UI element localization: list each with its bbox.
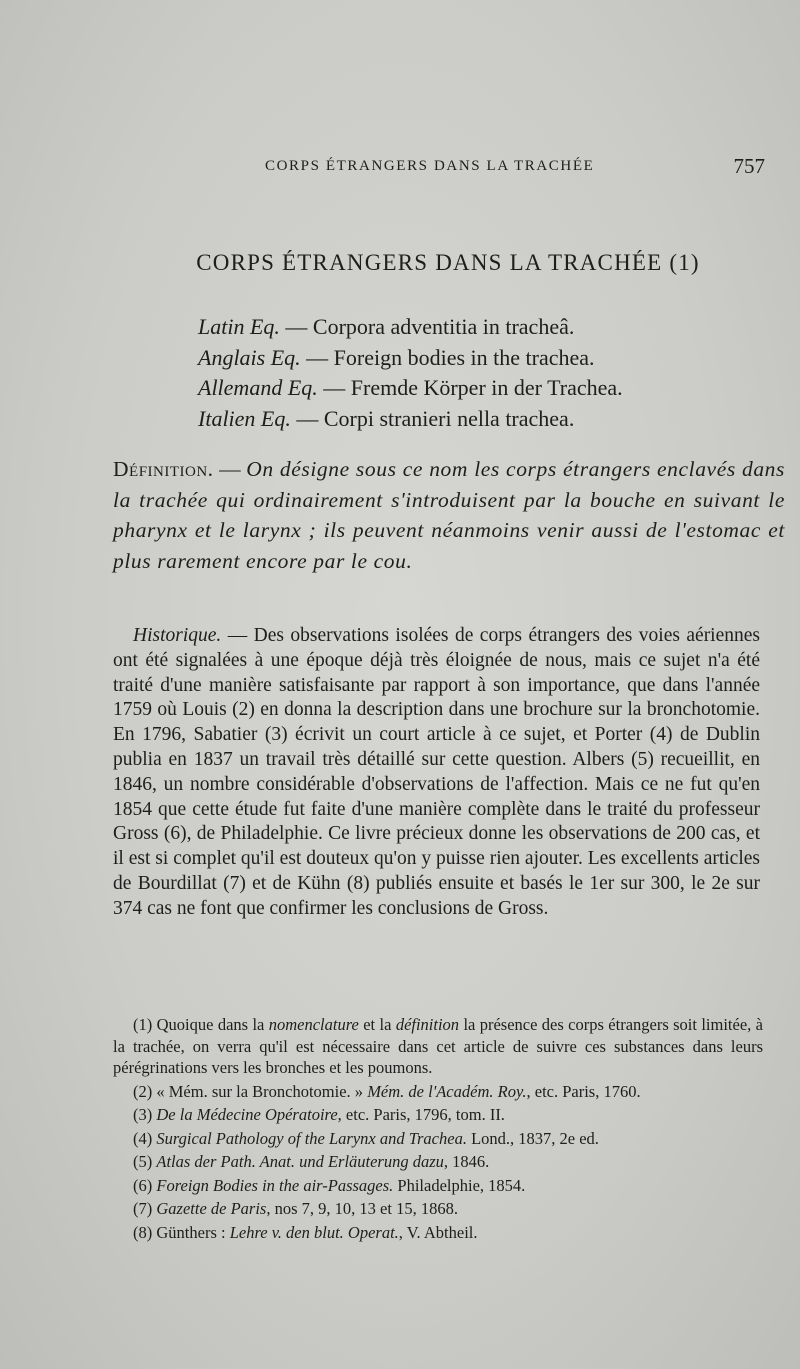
footnote-text: De la Médecine Opératoire <box>156 1105 338 1124</box>
footnote-text: , etc. Paris, 1796, tom. II. <box>337 1105 505 1124</box>
footnote <box>113 1175 763 1197</box>
footnote <box>113 1128 763 1150</box>
historique-text: — Des observations isolées de corps étrangers des voies aériennes ont été signalées à une époque déjà très éloignée de nous, mais ce sujet n'a été traité d'une manière satisfaisante par rapport à son importance, que dans l'année 1759 où Louis (2) en donna la description dans une brochure sur la bronchotomie. En 1796, Sabatier (3) écrivit un court article à ce sujet, et Porter (4) de Dublin publia en 1837 un travail très détaillé sur cette question. Albers (5) recueillit, en 1846, un nombre considérable d'observations de l'affection. Mais ce ne fut qu'en 1854 que cette étude fut faite d'une manière complète dans le traité du professeur Gross (6), de Philadelphie. Ce livre précieux donne les observations de 200 cas, et il est si complet qu'il est douteux qu'on y puisse rien ajouter. Les excellents articles de Bourdillat (7) et de Kühn (8) publiés ensuite et basés le 1er sur 300, le 2e sur 374 cas ne font que confirmer les conclusions de Gross. <box>113 625 760 919</box>
footnote-number: (4) <box>133 1128 153 1148</box>
footnote-text: Lond., 1837, 2e ed. <box>466 1128 599 1148</box>
equivalent-german: Allemand Eq. — Fremde Körper in der Trachea. <box>198 375 623 400</box>
footnote <box>113 1104 763 1126</box>
footnote <box>113 1014 763 1079</box>
footnote-number: (3) <box>133 1105 153 1124</box>
footnote-text: Günthers : <box>152 1222 230 1242</box>
footnote-number: (8) <box>133 1222 153 1242</box>
footnote <box>113 1151 763 1173</box>
footnote-text: , V. Abtheil. <box>398 1222 478 1242</box>
footnote-text: Mém. de l'Académ. Roy. <box>367 1081 527 1101</box>
footnote-text: « Mém. sur la Bronchotomie. » <box>152 1081 368 1101</box>
definition-paragraph <box>113 454 785 576</box>
footnote-text: et la <box>358 1015 396 1034</box>
equivalent-italian: Italien Eq. — Corpi stranieri nella trachea. <box>198 405 575 431</box>
footnote-text: , etc. Paris, 1760. <box>526 1081 641 1101</box>
running-head <box>115 154 765 186</box>
footnote-text: Quoique dans la <box>152 1015 269 1034</box>
footnote-text: , 1846. <box>443 1152 490 1171</box>
chapter-title: CORPS ÉTRANGERS DANS LA TRACHÉE (1) <box>196 250 700 275</box>
footnote-number: (7) <box>133 1199 153 1218</box>
page-number: 757 <box>733 154 765 178</box>
footnotes <box>113 1014 763 1245</box>
footnote-text: définition <box>395 1015 460 1034</box>
footnote-text: Philadelphie, 1854. <box>393 1175 526 1195</box>
running-head-title: CORPS ÉTRANGERS DANS LA TRACHÉE <box>265 158 595 174</box>
footnote-number: (5) <box>133 1152 153 1171</box>
definition-dash: — <box>213 457 247 481</box>
historique-paragraph <box>113 624 760 922</box>
footnote <box>113 1081 763 1103</box>
footnote-text: , nos 7, 9, 10, 13 et 15, 1868. <box>266 1199 458 1218</box>
footnote-text: Foreign Bodies in the air-Passages. <box>156 1175 394 1195</box>
footnote-text: Gazette de Paris <box>156 1199 267 1218</box>
definition-text: On désigne sous ce nom les corps étrangers enclavés dans la trachée qui ordinairement s'introduisent par la bouche en suivant le pharynx et le larynx ; ils peuvent néanmoins venir aussi de l'estomac et plus rarement encore par le cou. <box>113 457 785 573</box>
footnote-text: la présence des corps étrangers soit limitée, à la trachée, on verra qu'il est nécessaire dans cet article de suivre ces substances dans leurs pérégrinations vers les bronches et les poumons. <box>113 1015 763 1077</box>
footnote-number: (2) <box>133 1081 153 1101</box>
definition-label: Définition. <box>113 457 214 481</box>
footnote <box>113 1222 763 1244</box>
historique-label: Historique. <box>133 625 222 646</box>
footnote-text: Lehre v. den blut. Operat. <box>229 1222 399 1242</box>
footnote-number: (1) <box>133 1015 153 1034</box>
equivalents-list <box>198 312 758 434</box>
footnote-text: nomenclature <box>268 1015 359 1034</box>
equivalent-latin: Latin Eq. — Corpora adventitia in tracheâ. <box>198 314 575 339</box>
footnote-number: (6) <box>133 1175 153 1195</box>
equivalent-english: Anglais Eq. — Foreign bodies in the trachea. <box>198 344 595 370</box>
footnote <box>113 1198 763 1220</box>
footnote-text: Surgical Pathology of the Larynx and Trachea. <box>156 1128 467 1148</box>
footnote-text: Atlas der Path. Anat. und Erläuterung dazu <box>156 1152 444 1171</box>
